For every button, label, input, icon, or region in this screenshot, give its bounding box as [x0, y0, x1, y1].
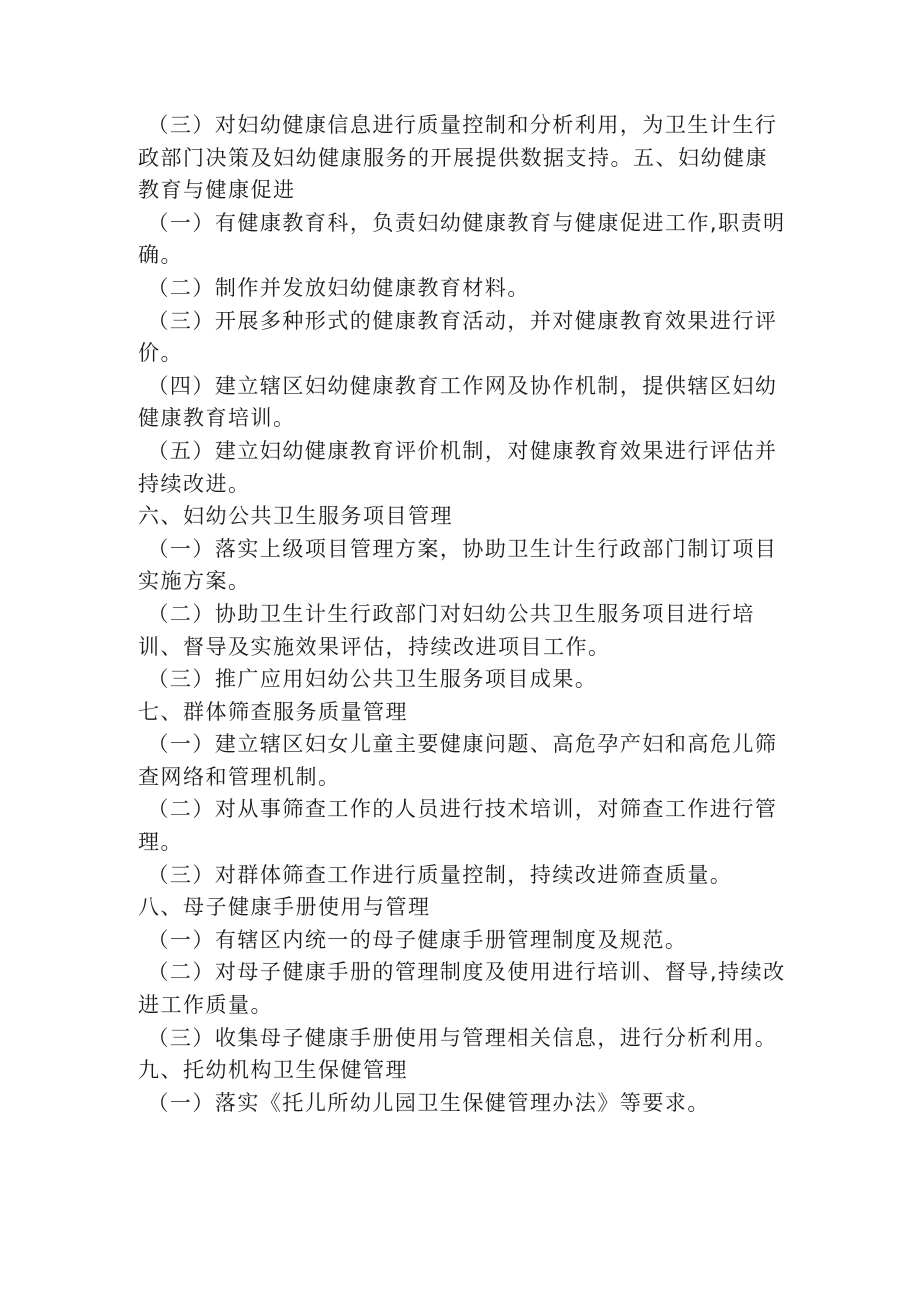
paragraph-education-evaluation: （五）建立妇幼健康教育评价机制，对健康教育效果进行评估并持续改进。: [138, 438, 778, 496]
paragraph-project-training: （二）协助卫生计生行政部门对妇幼公共卫生服务项目进行培训、督导及实施效果评估，持续改进项目工作。: [138, 601, 755, 659]
paragraph-handbook-training: （二）对母子健康手册的管理制度及使用进行培训、督导,持续改进工作质量。: [138, 960, 786, 1018]
document-body: [138, 109, 790, 1119]
paragraph-childcare-regulations: （一）落实《托儿所幼儿园卫生保健管理办法》等要求。: [147, 1090, 710, 1115]
section-heading-handbook-management: 八、母子健康手册使用与管理: [138, 895, 431, 920]
section-heading-childcare-health: 九、托幼机构卫生保健管理: [138, 1058, 408, 1083]
paragraph-screening-training: （二）对从事筛查工作的人员进行技术培训，对筛查工作进行管理。: [138, 797, 778, 855]
paragraph-handbook-information: （三）收集母子健康手册使用与管理相关信息，进行分析利用。: [147, 1025, 778, 1050]
paragraph-info-quality-control: （三）对妇幼健康信息进行质量控制和分析利用，为卫生计生行政部门决策及妇幼健康服务的开展提供数据支持。五、妇幼健康教育与健康促进: [138, 113, 778, 203]
paragraph-screening-network: （一）建立辖区妇女儿童主要健康问题、高危孕产妇和高危儿筛查网络和管理机制。: [138, 732, 778, 789]
section-heading-project-management: 六、妇幼公共卫生服务项目管理: [138, 504, 453, 529]
paragraph-screening-quality-control: （三）对群体筛查工作进行质量控制，持续改进筛查质量。: [147, 862, 733, 887]
paragraph-handbook-rules: （一）有辖区内统一的母子健康手册管理制度及规范。: [147, 927, 688, 952]
section-heading-screening-quality: 七、群体筛查服务质量管理: [138, 699, 408, 724]
paragraph-education-materials: （二）制作并发放妇幼健康教育材料。: [147, 275, 530, 300]
paragraph-project-plan: （一）落实上级项目管理方案，协助卫生计生行政部门制订项目实施方案。: [138, 536, 778, 594]
paragraph-education-activities: （三）开展多种形式的健康教育活动，并对健康教育效果进行评价。: [138, 308, 778, 366]
paragraph-health-education-department: （一）有健康教育科，负责妇幼健康教育与健康促进工作,职责明确。: [138, 210, 786, 268]
paragraph-education-network: （四）建立辖区妇幼健康教育工作网及协作机制，提供辖区妇幼健康教育培训。: [138, 373, 778, 431]
paragraph-project-results: （三）推广应用妇幼公共卫生服务项目成果。: [147, 667, 598, 692]
